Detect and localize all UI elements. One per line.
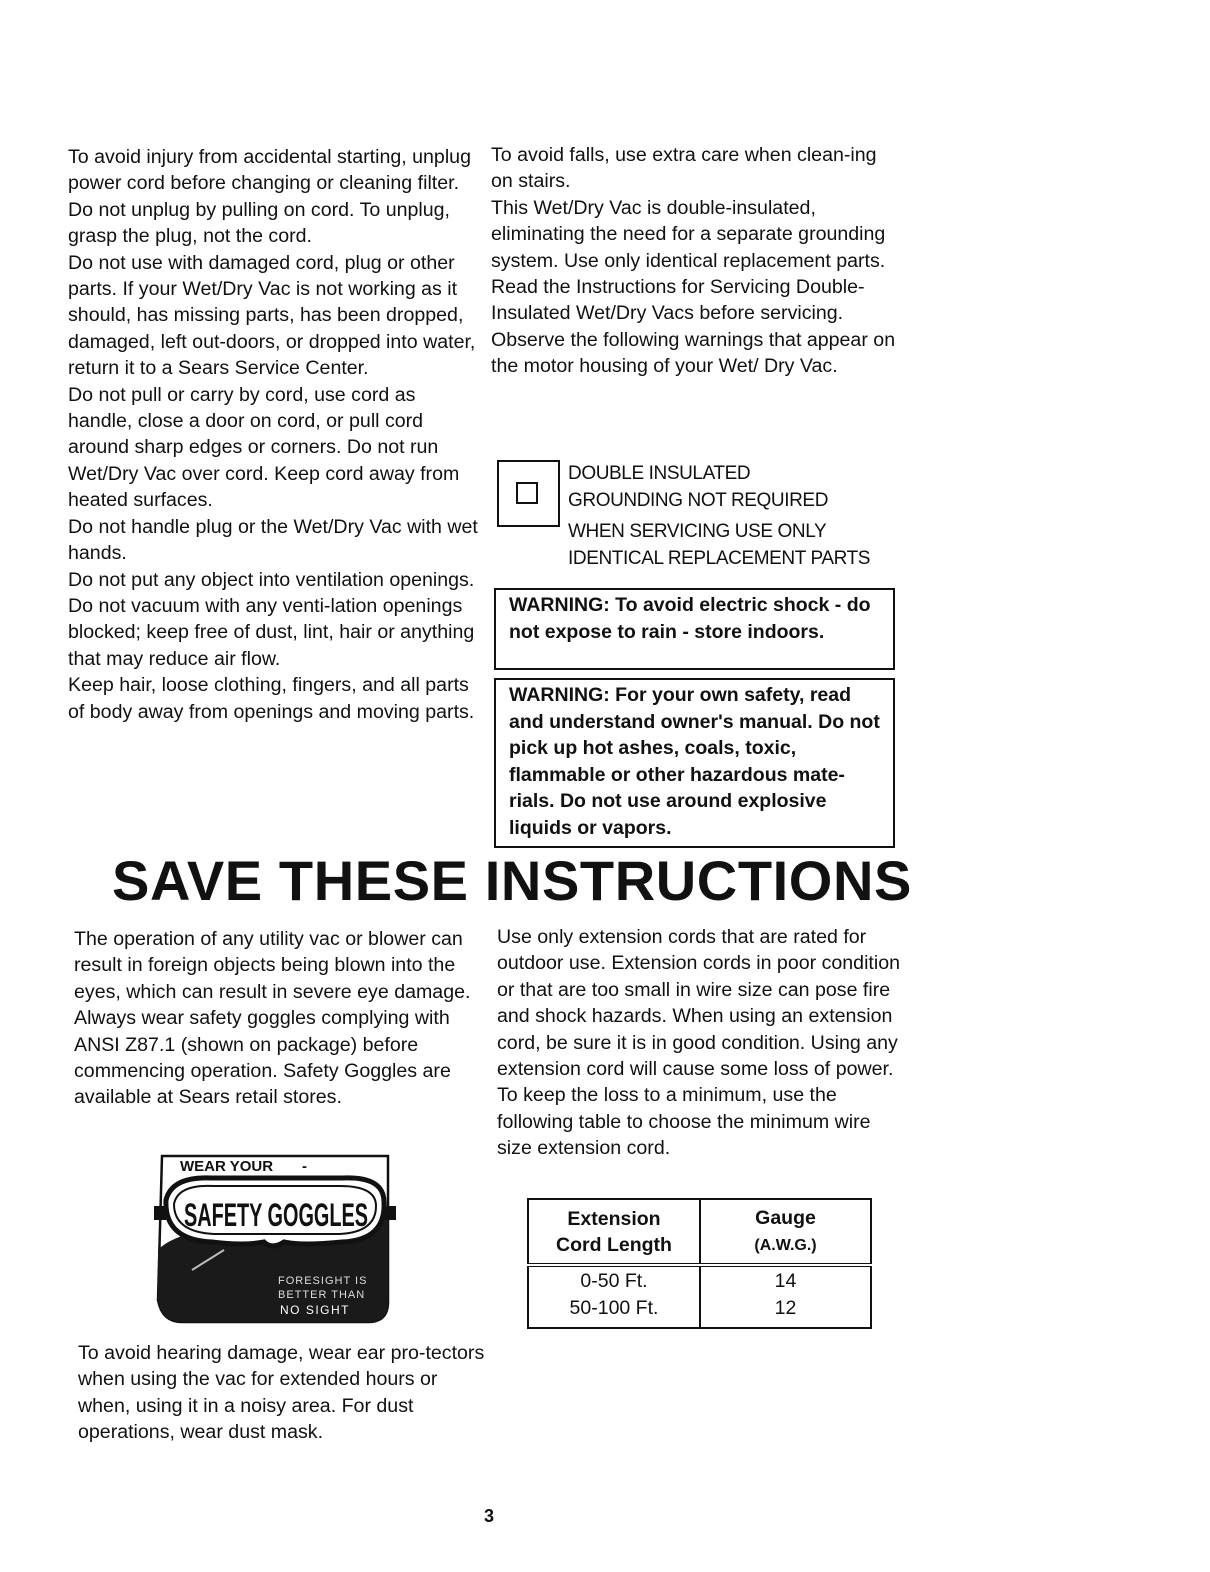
double-insulated-icon [497, 460, 560, 527]
safety-goggles-badge [152, 1150, 398, 1324]
warning-text: WARNING: For your own safety, read and understand owner's manual. Do not pick up hot ashes, coals, toxic, flammable or other hazardous mate-rials. Do not use around explosive liquids or vapors. [509, 684, 880, 839]
double-insulated-label [568, 460, 898, 572]
cell-length: 50-100 Ft. [528, 1295, 700, 1329]
right-column-bottom [497, 924, 907, 1162]
left-column-top [68, 144, 478, 725]
svg-text:-: - [302, 1158, 307, 1175]
double-insulated-inner-square [516, 482, 538, 504]
paragraph: Keep hair, loose clothing, fingers, and all parts of body away from openings and moving parts. [68, 674, 475, 723]
paragraph: Do not pull or carry by cord, use cord as handle, close a door on cord, or pull cord around sharp edges or corners. Do not run Wet/Dry Vac over cord. Keep cord away from heated surfaces. [68, 383, 460, 512]
save-instructions-heading: SAVE THESE INSTRUCTIONS [112, 849, 912, 912]
badge-line: BETTER THAN [278, 1289, 366, 1301]
paragraph: Observe the following warnings that appear on the motor housing of your Wet/ Dry Vac. [491, 328, 896, 378]
page-number: 3 [484, 1506, 495, 1526]
extension-cord-table [527, 1198, 872, 1329]
header-cord-length: Extension Cord Length [528, 1199, 700, 1265]
badge-line: NO SIGHT [280, 1303, 351, 1317]
header-gauge: Gauge (A.W.G.) [700, 1199, 871, 1265]
paragraph: To avoid hearing damage, wear ear pro-tectors when using the vac for extended hours or when, using it in a noisy area. For dust operations, wear dust mask. [78, 1342, 485, 1444]
symbol-line: GROUNDING NOT REQUIRED [568, 490, 829, 511]
safety-goggles-icon [152, 1150, 398, 1324]
paragraph: Do not handle plug or the Wet/Dry Vac with wet hands. [68, 515, 478, 565]
warning-box-electric-shock [494, 588, 895, 670]
cell-gauge: 12 [700, 1295, 871, 1329]
paragraph: The operation of any utility vac or blower can result in foreign objects being blown into the eyes, which can result in severe eye damage. Always wear safety goggles complying with ANSI Z87.1 (shown on package) before commencing operation. Safety Goggles are available at Sears retail stores. [74, 928, 471, 1109]
paragraph: Do not unplug by pulling on cord. To unplug, grasp the plug, not the cord. [68, 198, 450, 248]
badge-top-text: WEAR YOUR [180, 1158, 274, 1175]
hearing-protection-text [78, 1340, 490, 1446]
table-header-row [528, 1199, 871, 1265]
warning-text: WARNING: To avoid electric shock - do not expose to rain - store indoors. [509, 594, 871, 643]
cell-gauge: 14 [700, 1265, 871, 1295]
symbol-line: DOUBLE INSULATED [568, 463, 751, 484]
right-column-top [491, 142, 901, 380]
symbol-line: IDENTICAL REPLACEMENT PARTS [568, 548, 871, 569]
paragraph: To avoid falls, use extra care when clean-ing on stairs. [491, 144, 877, 193]
symbol-line: WHEN SERVICING USE ONLY [568, 521, 827, 542]
paragraph: Do not use with damaged cord, plug or other parts. If your Wet/Dry Vac is not working as it should, has missing parts, has been dropped, damaged, left out-doors, or dropped into water, return it to a Sears Service Center. [68, 251, 476, 380]
paragraph: To avoid injury from accidental starting, unplug power cord before changing or cleaning filter. [68, 146, 471, 195]
left-column-bottom [74, 926, 486, 1111]
paragraph: Do not put any object into ventilation openings. Do not vacuum with any venti-lation openings blocked; keep free of dust, lint, hair or anything that may reduce air flow. [68, 568, 475, 670]
table-row [528, 1295, 871, 1329]
cell-length: 0-50 Ft. [528, 1265, 700, 1295]
paragraph: Use only extension cords that are rated for outdoor use. Extension cords in poor condition or that are too small in wire size can pose fire and shock hazards. When using an extension cord, be sure it is in good condition. Using any extension cord will cause some loss of power. To keep the loss to a minimum, use the following table to choose the minimum wire size extension cord. [497, 926, 901, 1160]
badge-main-text: SAFETY GOGGLES [184, 1197, 368, 1233]
badge-line: FORESIGHT IS [278, 1275, 368, 1287]
paragraph: This Wet/Dry Vac is double-insulated, eliminating the need for a separate grounding system. Use only identical replacement parts. Read the Instructions for Servicing Double-Insulated Wet/Dry Vacs before servicing. [491, 196, 886, 325]
warning-box-safety [494, 678, 895, 848]
table-row [528, 1265, 871, 1295]
